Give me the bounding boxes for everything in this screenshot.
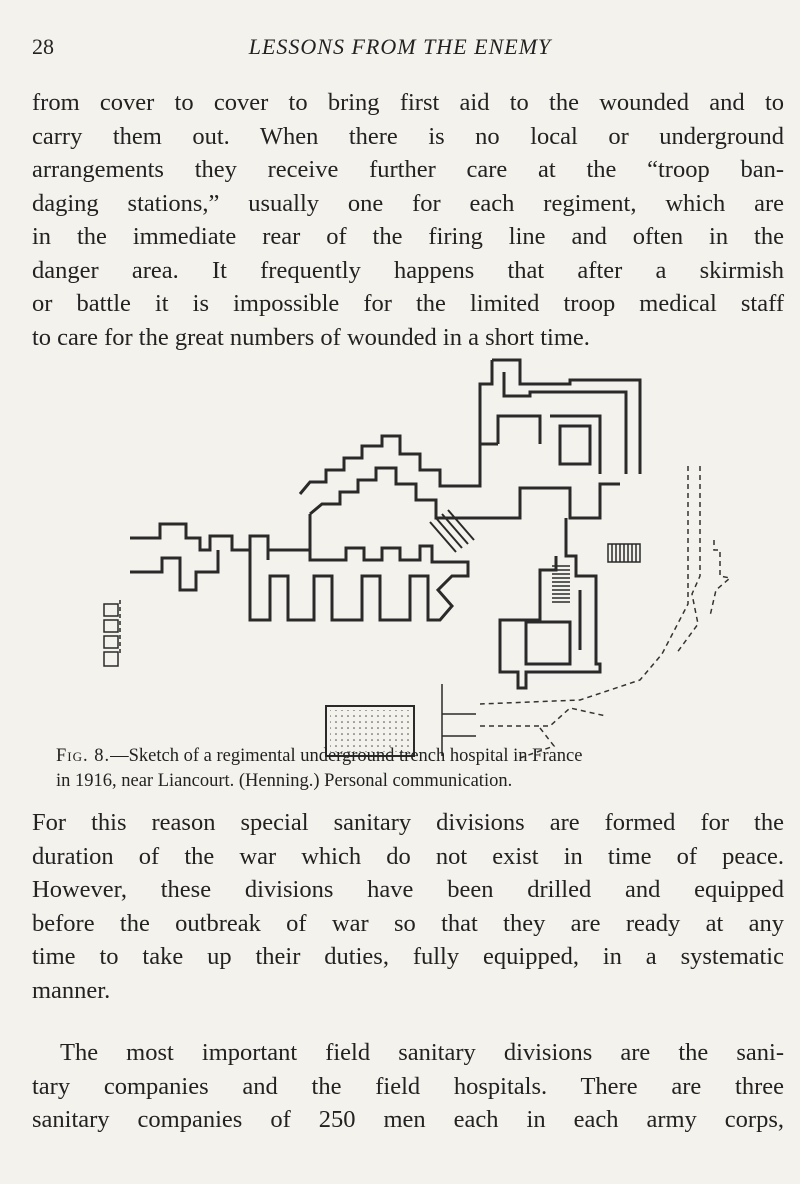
- running-head: LESSONS FROM THE ENEMY: [248, 34, 552, 59]
- paragraph-3: [32, 1036, 784, 1137]
- text-line: For this reason special sanitary divisions are formed for the: [32, 809, 784, 836]
- text-line: from cover to cover to bring first aid to the wounded and to: [32, 89, 784, 116]
- text-line: arrangements they receive further care at the “troop ban-: [32, 156, 784, 183]
- text-line: daging stations,” usually one for each regiment, which are: [32, 189, 784, 217]
- paragraph-2: [32, 806, 784, 1007]
- caption-text: in 1916, near Liancourt. (Henning.) Personal communication.: [56, 771, 513, 791]
- caption-text: —Sketch of a regimental underground trench hospital in France: [110, 746, 583, 766]
- text-line: manner.: [32, 976, 111, 1004]
- text-line: or battle it is impossible for the limited troop medical staff: [32, 290, 784, 317]
- paragraph-1: [32, 86, 784, 354]
- text-line: tary companies and the field hospitals. There are three: [32, 1072, 784, 1100]
- text-line: to care for the great numbers of wounded in a short time.: [32, 323, 590, 351]
- text-line: danger area. It frequently happens that after a skirmish: [32, 256, 784, 284]
- text-line: in the immediate rear of the firing line and often in the: [32, 223, 784, 250]
- text-line: carry them out. When there is no local or underground: [32, 122, 784, 150]
- text-line: sanitary companies of 250 men each in each army corps,: [32, 1106, 784, 1133]
- page-number: 28: [32, 34, 54, 59]
- text-line: before the outbreak of war so that they are ready at any: [32, 909, 784, 937]
- text-line: duration of the war which do not exist in time of peace.: [32, 842, 784, 870]
- text-line: The most important field sanitary divisions are the sani-: [60, 1039, 784, 1066]
- text-line: time to take up their duties, fully equipped, in a systematic: [32, 943, 784, 970]
- figure-caption: [56, 744, 776, 794]
- text-line: However, these divisions have been drilled and equipped: [32, 876, 784, 903]
- figure-label: Fig. 8.: [56, 746, 111, 766]
- page-header: [0, 34, 800, 64]
- trench-hospital-sketch: [100, 354, 740, 762]
